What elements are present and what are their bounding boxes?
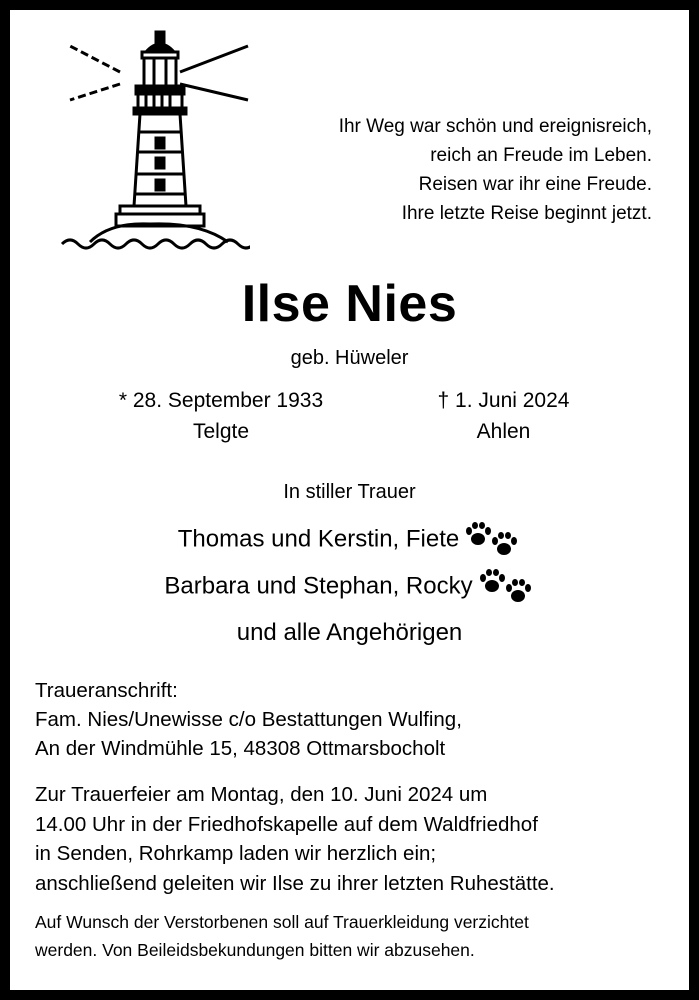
birth-date: * 28. September 1933 <box>118 389 324 412</box>
poem-line: Ihr Weg war schön und ereignisreich, <box>338 116 652 137</box>
note-block <box>35 908 529 964</box>
death-info <box>425 385 582 447</box>
death-date: † 1. Juni 2024 <box>437 389 570 412</box>
ceremony-block <box>35 780 555 898</box>
paw-prints-icon <box>463 522 521 558</box>
mourner-text: Thomas und Kerstin, Fiete <box>177 525 460 553</box>
poem <box>339 112 652 228</box>
poem-line: Ihre letzte Reise beginnt jetzt. <box>401 203 652 224</box>
ceremony-line: in Senden, Rohrkamp laden wir herzlich ein; <box>35 842 437 865</box>
paw-prints-icon <box>477 569 535 605</box>
deceased-name: Ilse Nies <box>241 275 458 333</box>
birth-place: Telgte <box>192 420 250 443</box>
mourner-line: und alle Angehörigen <box>236 619 463 646</box>
mourning-intro: In stiller Trauer <box>283 481 416 503</box>
maiden-name: geb. Hüweler <box>290 347 409 369</box>
note-line: Auf Wunsch der Verstorbenen soll auf Trauerkleidung verzichtet <box>35 912 529 932</box>
address-line: An der Windmühle 15, 48308 Ottmarsbocholt <box>35 737 446 760</box>
lighthouse-icon <box>50 28 250 250</box>
address-block <box>35 676 462 763</box>
poem-line: Reisen war ihr eine Freude. <box>418 174 652 195</box>
ceremony-line: anschließend geleiten wir Ilse zu ihrer letzten Ruhestätte. <box>35 871 555 895</box>
address-label: Traueranschrift: <box>35 679 178 702</box>
mourner-line <box>0 569 699 605</box>
ceremony-line: Zur Trauerfeier am Montag, den 10. Juni 2024 um <box>35 783 488 806</box>
mourner-line <box>0 522 699 558</box>
note-line: werden. Von Beileidsbekundungen bitten wir abzusehen. <box>35 940 475 960</box>
mourner-text: Barbara und Stephan, Rocky <box>164 572 473 600</box>
death-place: Ahlen <box>476 420 531 443</box>
ceremony-line: 14.00 Uhr in der Friedhofskapelle auf dem Waldfriedhof <box>35 812 538 836</box>
address-line: Fam. Nies/Unewisse c/o Bestattungen Wulfing, <box>35 708 462 731</box>
birth-info <box>102 385 340 447</box>
poem-line: reich an Freude im Leben. <box>430 145 652 166</box>
